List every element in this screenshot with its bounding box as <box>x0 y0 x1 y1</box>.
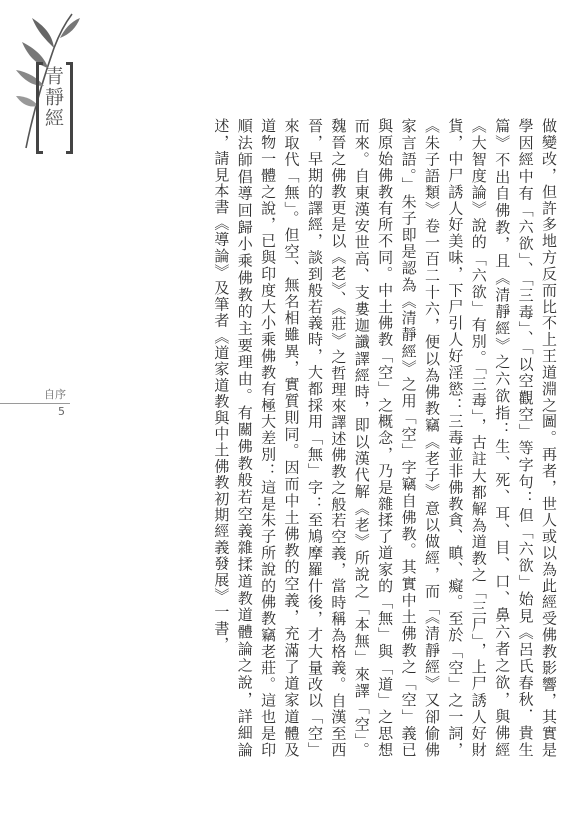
emblem-bracket-right <box>66 62 73 154</box>
paragraph: 做變改，但許多地方反而比不上王道淵之圖。再者，世人或以為此經受佛教影響，其實是學因經中有「六欲」、「三毒」、「以空觀空」等字句：但「六欲」始見《呂氏春秋．貴生篇》不出自佛教，且《清靜經》之六欲指：生、死、耳、目、口、鼻六者之欲，與佛經《大智度論》說的「六欲」有別。「三毒」，古註大都解為道教之「三尸」，上尸誘人好財貨，中尸誘人好美味，下尸引人好淫慾：三毒並非佛教貪、瞋、癡。至於「空」之一詞，《朱子語類》卷一百二十六，便以為佛教竊《老子》意以做經，而「《清靜經》又卻偷佛家言語。」朱子即是認為《清靜經》之用「空」字竊自佛教。其實中土佛教之「空」義已與原始佛教有所不同。中土佛教「空」之概念，乃是雜揉了道家的「無」與「道」之思想而來。自東漢安世高、支婁迦讖譯經時，即以漢代解《老》所說之「本無」來譯「空」。魏晉之佛教更是以《老》、《莊》之哲理來譯述佛教之般若空義，當時稱為格義。自漢至西晉，早期的譯經，談到般若義時，大都採用「無」字：至鳩摩羅什後，才大量改以「空」來取代「無」。但空、無名相雖異，實質則同。因而中土佛教的空義，充滿了道家道體及道物一體之說，已與印度大小乘佛教有極大差別：這是朱子所說的佛教竊老莊。這也是印順法師倡導回歸小乘佛教的主要理由。有關佛教般若空義雜揉道教道體論之說，詳細論述，請見本書《導論》及筆者《道家道教與中土佛教初期經義發展》一書， <box>212 118 558 758</box>
emblem-title: 青靜經 <box>42 66 64 129</box>
body-text <box>100 118 560 758</box>
section-label: 自序 <box>44 388 66 401</box>
margin-rule <box>0 403 70 404</box>
page-number: 5 <box>58 405 65 418</box>
